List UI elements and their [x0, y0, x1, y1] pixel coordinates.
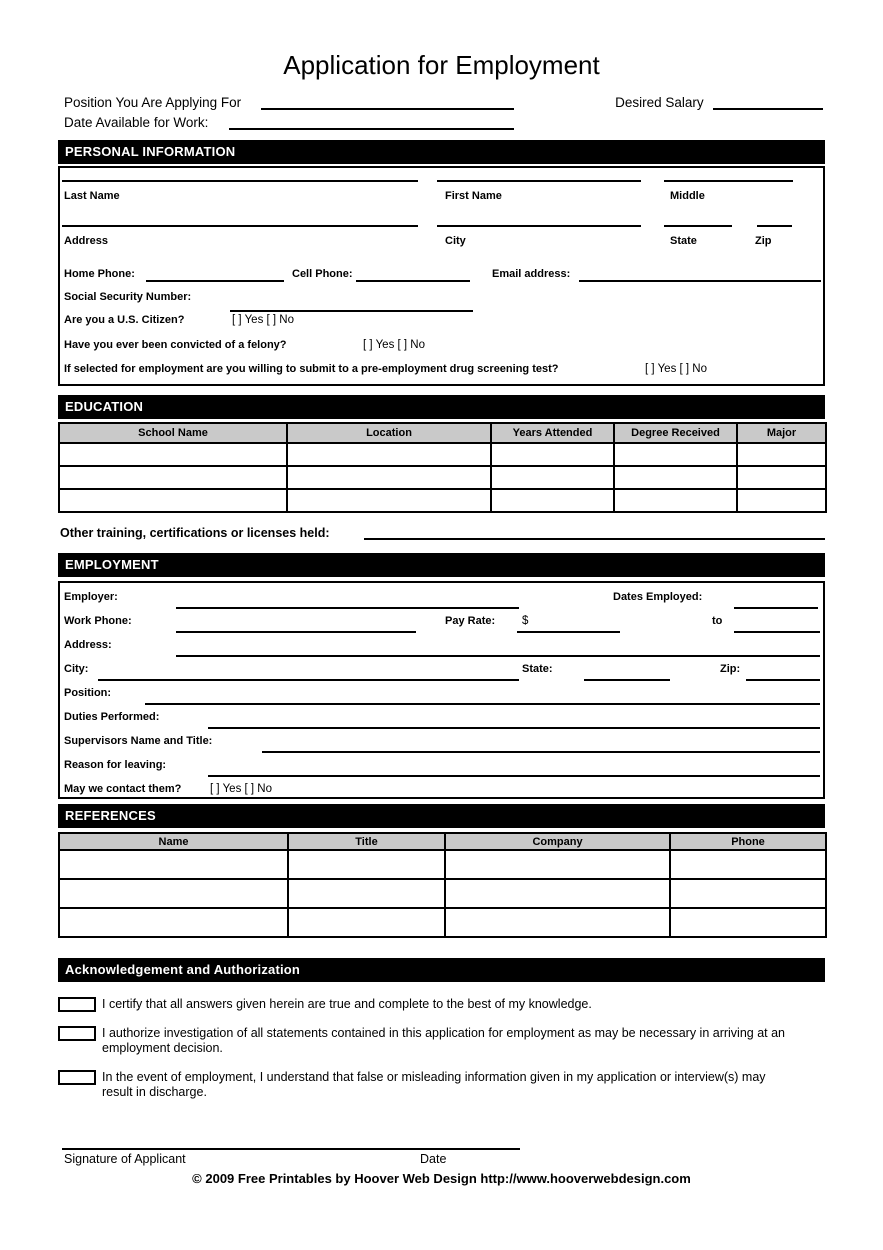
table-cell[interactable] [737, 489, 826, 512]
certify-statement: I certify that all answers given herein are true and complete to the best of my knowledge. [102, 997, 592, 1011]
table-cell[interactable] [737, 443, 826, 466]
education-col-location: Location [287, 423, 491, 443]
references-section-header: REFERENCES [58, 804, 825, 828]
last-name-line[interactable] [62, 180, 418, 182]
personal-information-section-header: PERSONAL INFORMATION [58, 140, 825, 164]
table-cell[interactable] [445, 908, 670, 937]
contact-yes-no-options[interactable]: [ ] Yes [ ] No [210, 783, 273, 795]
employer-line[interactable] [176, 607, 519, 609]
pay-rate-from-line[interactable] [517, 631, 620, 633]
table-row [59, 466, 826, 489]
duties-performed-line[interactable] [208, 727, 820, 729]
pay-rate-to-line[interactable] [734, 631, 820, 633]
authorize-statement: I authorize investigation of all statements contained in this application for employment as may be necessary in arriving at an employment decision. [102, 1026, 786, 1055]
education-col-degree: Degree Received [614, 423, 737, 443]
table-row [59, 879, 826, 908]
work-phone-label: Work Phone: [64, 615, 132, 627]
pay-rate-label: Pay Rate: [445, 615, 496, 627]
other-training-label: Other training, certifications or licenses held: [60, 526, 330, 540]
zip-label: Zip [755, 235, 772, 247]
home-phone-line[interactable] [146, 280, 284, 282]
desired-salary-line[interactable] [713, 95, 823, 110]
citizen-yes-no-options[interactable]: [ ] Yes [ ] No [232, 314, 295, 326]
references-col-company: Company [445, 833, 670, 850]
employer-zip-label: Zip: [720, 663, 741, 675]
table-cell[interactable] [614, 466, 737, 489]
table-cell[interactable] [59, 489, 287, 512]
address-label: Address [64, 235, 109, 247]
employer-address-label: Address: [64, 639, 112, 651]
employer-address-line[interactable] [176, 655, 820, 657]
table-cell[interactable] [670, 879, 826, 908]
state-line[interactable] [664, 225, 732, 227]
false-information-checkbox[interactable] [58, 1070, 96, 1085]
footer [58, 1148, 825, 1186]
acknowledgement-section-header: Acknowledgement and Authorization [58, 958, 825, 982]
education-col-school: School Name [59, 423, 287, 443]
table-cell[interactable] [59, 908, 288, 937]
date-label: Date [420, 1152, 447, 1166]
table-cell[interactable] [287, 466, 491, 489]
dates-employed-line[interactable] [734, 607, 818, 609]
table-cell[interactable] [445, 850, 670, 879]
date-available-line[interactable] [229, 115, 514, 130]
cell-phone-label: Cell Phone: [292, 268, 353, 280]
table-row [59, 850, 826, 879]
employment-section-header: EMPLOYMENT [58, 553, 825, 577]
email-label: Email address: [492, 268, 571, 280]
table-cell[interactable] [59, 850, 288, 879]
last-name-label: Last Name [64, 190, 120, 202]
table-cell[interactable] [287, 489, 491, 512]
email-line[interactable] [579, 280, 821, 282]
table-row [59, 443, 826, 466]
education-section-header: EDUCATION [58, 395, 825, 419]
references-col-title: Title [288, 833, 445, 850]
employer-state-label: State: [522, 663, 553, 675]
ssn-line[interactable] [230, 310, 473, 312]
table-cell[interactable] [491, 489, 614, 512]
employer-city-line[interactable] [98, 679, 519, 681]
felony-yes-no-options[interactable]: [ ] Yes [ ] No [363, 339, 426, 351]
position-line[interactable] [145, 703, 820, 705]
table-row [59, 908, 826, 937]
reason-for-leaving-line[interactable] [208, 775, 820, 777]
middle-name-label: Middle [670, 190, 705, 202]
references-table [58, 832, 827, 938]
signature-label: Signature of Applicant [64, 1152, 186, 1166]
employer-label: Employer: [64, 591, 118, 603]
copyright-text: © 2009 Free Printables by Hoover Web Design http://www.hooverwebdesign.com [192, 1171, 691, 1186]
personal-information-box [58, 166, 825, 386]
contact-question-label: May we contact them? [64, 783, 182, 795]
date-available-label: Date Available for Work: [64, 115, 209, 130]
references-header-row [59, 833, 826, 850]
work-phone-line[interactable] [176, 631, 416, 633]
page-title: Application for Employment [283, 50, 600, 80]
false-information-statement: In the event of employment, I understand that false or misleading information given in my application or interview(s) may result in discharge. [102, 1070, 766, 1099]
state-label: State [670, 235, 697, 247]
drug-test-yes-no-options[interactable]: [ ] Yes [ ] No [645, 363, 708, 375]
education-table [58, 422, 827, 513]
references-col-name: Name [59, 833, 288, 850]
table-cell[interactable] [288, 879, 445, 908]
position-applying-label: Position You Are Applying For [64, 95, 242, 110]
table-cell[interactable] [445, 879, 670, 908]
table-cell[interactable] [59, 879, 288, 908]
drug-test-question-label: If selected for employment are you willing to submit to a pre-employment drug screening test? [64, 363, 559, 375]
table-cell[interactable] [491, 443, 614, 466]
table-cell[interactable] [59, 466, 287, 489]
table-cell[interactable] [737, 466, 826, 489]
employer-city-label: City: [64, 663, 89, 675]
felony-question-label: Have you ever been convicted of a felony? [64, 339, 287, 351]
authorize-checkbox[interactable] [58, 1026, 96, 1041]
education-col-years: Years Attended [491, 423, 614, 443]
pay-rate-to-label: to [712, 615, 723, 627]
employment-box [58, 581, 825, 799]
first-name-line[interactable] [437, 180, 641, 182]
table-cell[interactable] [288, 850, 445, 879]
supervisor-label: Supervisors Name and Title: [64, 735, 213, 747]
pay-rate-currency-symbol: $ [522, 615, 529, 627]
table-cell[interactable] [491, 466, 614, 489]
city-line[interactable] [437, 225, 641, 227]
cell-phone-line[interactable] [356, 280, 470, 282]
citizen-question-label: Are you a U.S. Citizen? [64, 314, 185, 326]
education-header-row [59, 423, 826, 443]
zip-line[interactable] [757, 225, 792, 227]
table-cell[interactable] [614, 489, 737, 512]
table-cell[interactable] [670, 850, 826, 879]
employer-state-line[interactable] [584, 679, 670, 681]
certify-checkbox[interactable] [58, 997, 96, 1012]
city-label: City [445, 235, 466, 247]
table-cell[interactable] [670, 908, 826, 937]
supervisor-line[interactable] [262, 751, 820, 753]
dates-employed-label: Dates Employed: [613, 591, 703, 603]
education-col-major: Major [737, 423, 826, 443]
table-cell[interactable] [614, 443, 737, 466]
other-training-line[interactable] [364, 527, 825, 540]
reason-for-leaving-label: Reason for leaving: [64, 759, 167, 771]
desired-salary-label: Desired Salary [615, 95, 704, 110]
duties-performed-label: Duties Performed: [64, 711, 160, 723]
first-name-label: First Name [445, 190, 502, 202]
address-line[interactable] [62, 225, 418, 227]
employer-zip-line[interactable] [746, 679, 820, 681]
position-applying-line[interactable] [261, 95, 514, 110]
references-col-phone: Phone [670, 833, 826, 850]
table-cell[interactable] [59, 443, 287, 466]
middle-name-line[interactable] [664, 180, 793, 182]
table-cell[interactable] [288, 908, 445, 937]
ssn-label: Social Security Number: [64, 291, 192, 303]
signature-line[interactable] [62, 1148, 520, 1150]
position-label: Position: [64, 687, 112, 699]
table-row [59, 489, 826, 512]
home-phone-label: Home Phone: [64, 268, 135, 280]
table-cell[interactable] [287, 443, 491, 466]
